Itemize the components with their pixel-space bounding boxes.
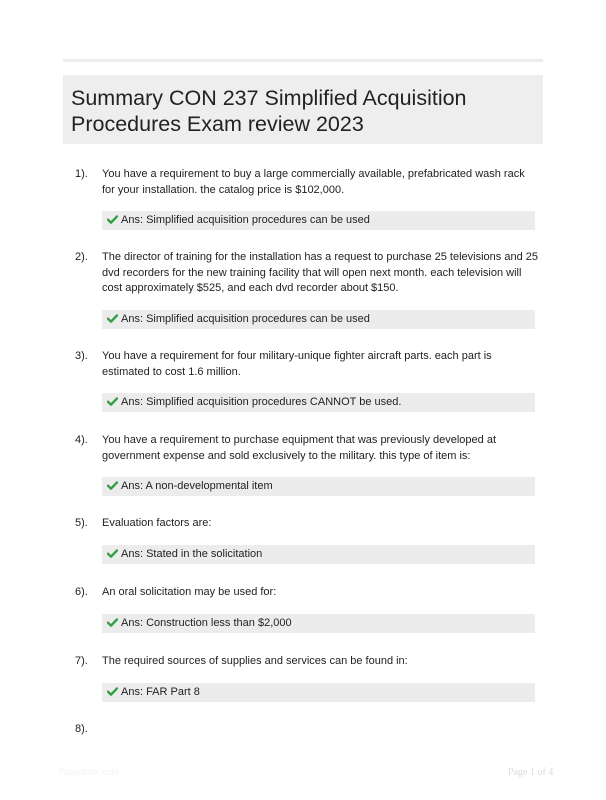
answer-text: Ans: FAR Part 8	[121, 685, 200, 698]
question-item	[75, 433, 545, 496]
question-text: You have a requirement for four military-unique fighter aircraft parts. each part is estimated to cost 1.6 million.	[102, 350, 492, 378]
answer-text: Ans: Simplified acquisition procedures can be used	[121, 214, 370, 226]
answer-box	[102, 211, 535, 230]
check-icon	[107, 215, 118, 224]
question-item	[75, 516, 545, 564]
page-number: Page 1 of 4	[508, 767, 554, 778]
answer-box	[102, 393, 535, 412]
question-number: 2).	[75, 251, 88, 263]
question-number: 6).	[75, 586, 88, 598]
question-number: 7).	[75, 655, 88, 667]
check-icon	[107, 481, 118, 490]
question-text: The required sources of supplies and services can be found in:	[102, 655, 408, 667]
question-item	[75, 250, 545, 329]
check-icon	[107, 314, 118, 323]
check-icon	[107, 397, 118, 406]
question-text: You have a requirement to buy a large commercially available, prefabricated wash rack for your installation. the catalog price is $102,000.	[102, 168, 525, 196]
question-text: The director of training for the installation has a request to purchase 25 televisions and 25 dvd recorders for the new training facility that will open next month. each television will cost approximately $525, and each dvd recorder about $150.	[102, 251, 538, 294]
answer-box	[102, 545, 535, 564]
check-icon	[107, 687, 118, 696]
question-number: 4).	[75, 434, 88, 446]
watermark-text: Papertutor.com	[58, 767, 120, 777]
answer-box	[102, 683, 535, 702]
question-text: An oral solicitation may be used for:	[102, 586, 277, 598]
check-icon	[107, 618, 118, 627]
question-text: Evaluation factors are:	[102, 517, 212, 529]
question-number: 1).	[75, 168, 88, 180]
title-banner	[63, 75, 543, 144]
answer-text: Ans: Stated in the solicitation	[121, 547, 263, 560]
answer-box	[102, 310, 535, 329]
page-title: Summary CON 237 Simplified Acquisition Procedures Exam review 2023	[71, 86, 467, 136]
question-number: 5).	[75, 517, 88, 529]
question-item	[75, 349, 545, 412]
question-number: 3).	[75, 350, 88, 362]
answer-text: Ans: Simplified acquisition procedures CANNOT be used.	[121, 396, 402, 408]
check-icon	[107, 549, 118, 558]
question-number: 8).	[75, 723, 88, 735]
top-divider	[63, 59, 543, 62]
question-item	[75, 585, 545, 633]
question-item	[75, 654, 545, 702]
question-text: You have a requirement to purchase equipment that was previously developed at government expense and sold exclusively to the military. this type of item is:	[102, 434, 497, 462]
answer-box	[102, 614, 535, 633]
answer-text: Ans: Construction less than $2,000	[121, 616, 292, 629]
answer-box	[102, 477, 535, 496]
answer-text: Ans: Simplified acquisition procedures can be used	[121, 312, 370, 325]
question-item	[75, 167, 545, 230]
answer-text: Ans: A non-developmental item	[121, 480, 273, 492]
